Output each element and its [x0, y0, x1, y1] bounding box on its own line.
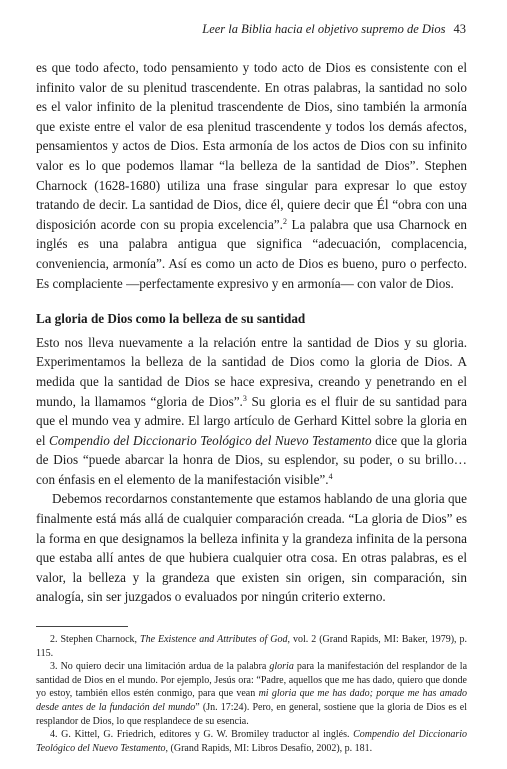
footnote [36, 660, 467, 728]
running-header [202, 22, 466, 37]
footnote [36, 633, 467, 660]
text-run: , (Grand Rapids, MI: Libros Desafío, 2002), p. 181. [165, 742, 373, 754]
paragraph [36, 58, 467, 293]
text-run: 2. Stephen Charnock, [50, 634, 141, 645]
section-heading: La gloria de Dios como la belleza de su santidad [36, 311, 306, 327]
text-run: Esto nos lleva nuevamente a la relación entre la santidad de Dios y su gloria. Experimentamos la belleza de la santidad de Dios como la gloria de Dios. A medida que la santidad de Dios se hace expresiva, creando y penetrando en el mundo, la llamamos “gloria de Dios”. [36, 334, 467, 409]
text-run: 4. G. Kittel, G. Friedrich, editores y G. W. Bromiley traductor al inglés. [50, 729, 354, 741]
text-run: es que todo afecto, todo pensamiento y todo acto de Dios es consistente con el infinito valor de su plenitud trascendente. En otras palabras, la santidad no solo es el valor infinito de la plenitud trascendente de Dios, sino también la armonía que existe entre el valor de esa plenitud trascendente y todos los demás afectos, pensamientos y actos de Dios. Esta armonía de los actos de Dios con su infinito valor es lo que podemos llamar “la belleza de la santidad de Dios”. Stephen Charnock (1628-1680) utiliza una frase singular para expresar lo que estoy tratando de decir. La santidad de Dios, dice él, quiere decir que Él “obra con una disposición acorde con su propia excelencia”. [36, 60, 467, 232]
italic-text: gloria [269, 661, 294, 673]
page-number: 43 [453, 22, 466, 36]
text-run: Su gloria es el fluir de su santidad para que el mundo vea y admire. El largo artículo de Gerhard Kittel sobre la gloria en el [36, 393, 467, 448]
text-run: dice que la gloria de Dios “puede abarcar la honra de Dios, su esplendor, su poder, o su brillo… con énfasis en el elemento de la manifestación visible”. [36, 432, 467, 487]
footnotes [36, 626, 467, 755]
text-run: ” (Jn. 17:24). Pero, en general, sostiene que la gloria de Dios es el resplandor de Dios, lo que resplandece de su esencia. [36, 701, 467, 727]
text-run: , vol. 2 (Grand Rapids, MI: Baker, 1979), p. 115. [36, 634, 468, 659]
text-run: Debemos recordarnos constantemente que estamos hablando de una gloria que finalmente está más allá de cualquier comparación creada. “La gloria de Dios” es la forma en que designamos la belleza infinita y la grandeza infinita de la persona que estaba allí antes de que hubiera cualquier otra cosa. En otras palabras, es el valor, la belleza y la grandeza que existen sin origen, sin comparación, sin analogía, sin ser juzgados o evaluados por ningún criterio externo. [36, 491, 467, 605]
footnote-ref: 3 [242, 393, 247, 403]
running-title: Leer la Biblia hacia el objetivo supremo de Dios [202, 22, 446, 36]
text-run: La palabra que usa Charnock en inglés es una palabra antigua que significa “adecuación, complacencia, conveniencia, armonía”. Así es como un acto de Dios es bueno, puro o perfecto. Es complaciente —perfectamente expresivo y en armonía— con valor de Dios. [36, 216, 467, 291]
footnote-divider [36, 626, 128, 627]
italic-text: Compendio del Diccionario Teológico del Nuevo Testamento [49, 432, 372, 448]
footnote-ref: 4 [328, 471, 333, 481]
footnote-ref: 2 [282, 216, 287, 226]
footnote [36, 728, 467, 755]
italic-text: The Existence and Attributes of God [140, 634, 288, 645]
italic-text: mi gloria que me has dado; porque me has amado desde antes de la fundación del mundo [36, 688, 467, 713]
text-run: para la manifestación del resplandor de la santidad de Dios en el mundo. Por ejemplo, Jesús ora: “Padre, aquellos que me has dado, quiero que donde yo estoy, también ellos estén conmigo, para que vean [36, 661, 468, 700]
italic-text: Compendio del Diccionario Teológico del Nuevo Testamento [36, 729, 467, 754]
paragraph [36, 333, 467, 490]
paragraph [36, 489, 467, 607]
main-text [36, 58, 467, 607]
text-run: 3. No quiero decir una limitación ardua de la palabra [50, 661, 270, 673]
